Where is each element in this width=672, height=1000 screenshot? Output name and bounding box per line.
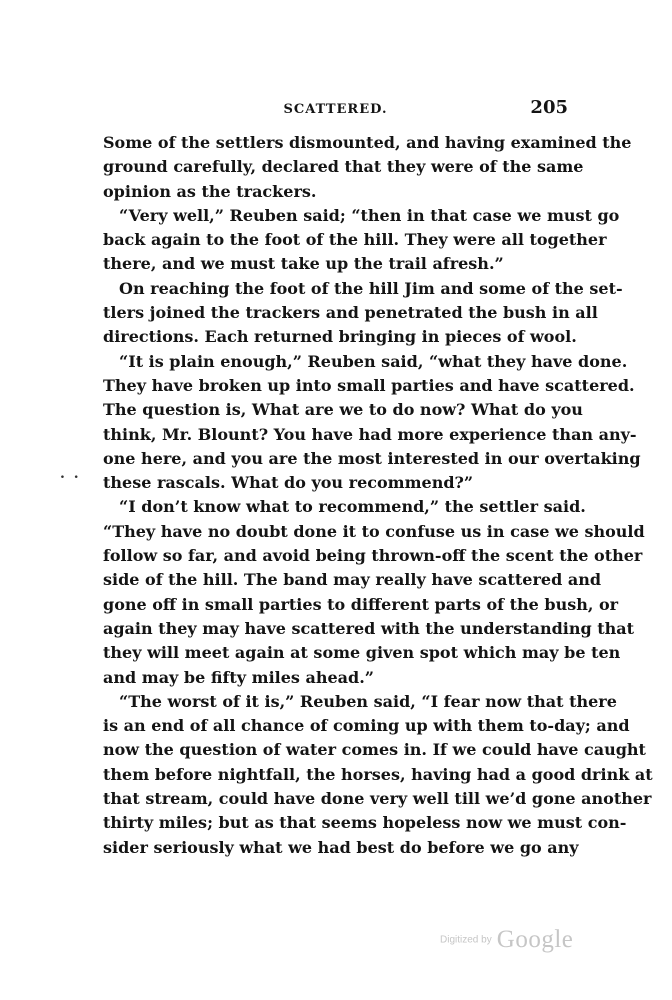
text-line: “They have no doubt done it to confuse us in case we should bbox=[103, 521, 645, 541]
text-line: They have broken up into small parties and have scattered. bbox=[103, 375, 635, 395]
text-line: tlers joined the trackers and penetrated the bush in all bbox=[103, 303, 598, 323]
text-line: “I don’t know what to recommend,” the settler said. bbox=[119, 497, 586, 517]
text-line: gone off in small parties to different parts of the bush, or bbox=[103, 594, 619, 614]
text-line: they will meet again at some given spot which may be ten bbox=[103, 643, 621, 663]
text-line: one here, and you are the most interested in our overtaking bbox=[103, 448, 641, 468]
text-line: thirty miles; but as that seems hopeless now we must con- bbox=[103, 813, 627, 833]
watermark-prefix: Digitized by bbox=[440, 934, 492, 946]
running-head bbox=[103, 96, 568, 122]
text-line: “It is plain enough,” Reuben said, “what they have done. bbox=[119, 351, 628, 371]
text-line: follow so far, and avoid being thrown-off the scent the other bbox=[103, 546, 643, 566]
text-line: “The worst of it is,” Reuben said, “I fear now that there bbox=[119, 691, 617, 711]
text-line: again they may have scattered with the understanding that bbox=[103, 618, 635, 638]
text-line: The question is, What are we to do now? What do you bbox=[103, 400, 583, 420]
text-line: On reaching the foot of the hill Jim and some of the set- bbox=[119, 278, 623, 298]
text-line: now the question of water comes in. If we could have caught bbox=[103, 740, 646, 760]
text-line: directions. Each returned bringing in pieces of wool. bbox=[103, 327, 577, 347]
running-title: SCATTERED. bbox=[283, 102, 388, 117]
digitized-watermark bbox=[440, 926, 573, 956]
text-line: them before nightfall, the horses, having had a good drink at bbox=[103, 764, 653, 784]
text-line: is an end of all chance of coming up with them to-day; and bbox=[103, 716, 630, 736]
text-line: these rascals. What do you recommend?” bbox=[103, 473, 474, 493]
text-line: Some of the settlers dismounted, and having examined the bbox=[103, 133, 632, 152]
text-line: think, Mr. Blount? You have had more experience than any- bbox=[103, 424, 637, 444]
text-line: back again to the foot of the hill. They were all together bbox=[103, 230, 607, 250]
text-line: and may be fifty miles ahead.” bbox=[103, 667, 374, 687]
text-line: sider seriously what we had best do before we go any bbox=[103, 837, 579, 857]
page-number: 205 bbox=[530, 97, 568, 118]
text-line: ground carefully, declared that they were of the same bbox=[103, 157, 584, 177]
google-logo: Google bbox=[496, 926, 574, 953]
text-line: that stream, could have done very well till we’d gone another bbox=[103, 789, 652, 809]
text-line: there, and we must take up the trail afresh.” bbox=[103, 254, 504, 274]
text-line: side of the hill. The band may really have scattered and bbox=[103, 570, 602, 590]
text-line: opinion as the trackers. bbox=[103, 181, 317, 201]
text-line: “Very well,” Reuben said; “then in that case we must go bbox=[119, 205, 620, 225]
margin-mark: . . bbox=[60, 466, 81, 482]
body-text bbox=[103, 131, 653, 860]
